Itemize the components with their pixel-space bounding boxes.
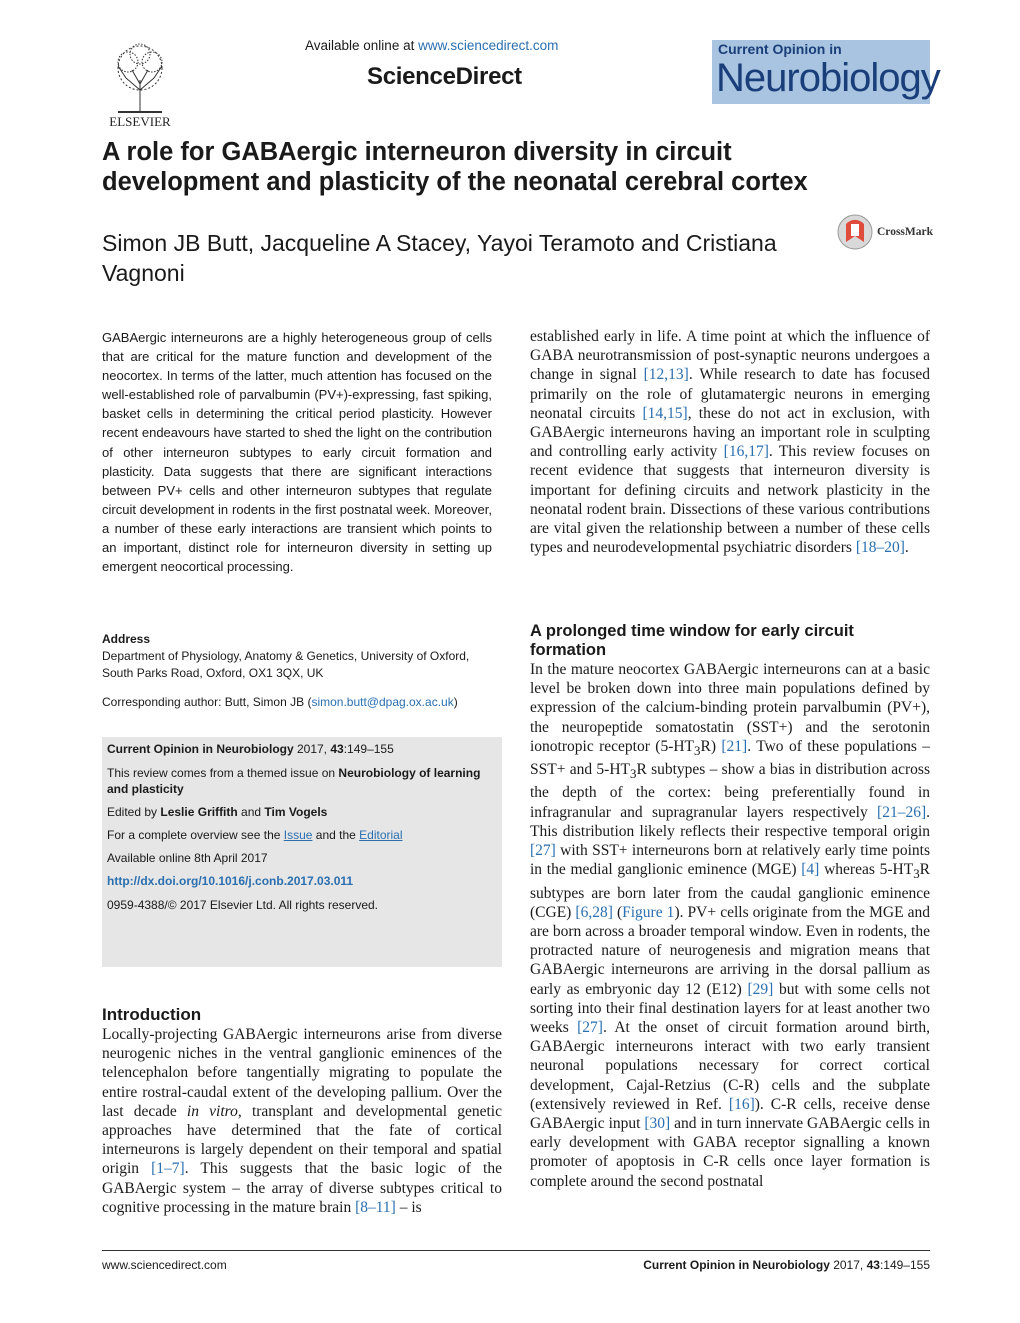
corresponding-author: Corresponding author: Butt, Simon JB (simon.butt@dpag.ox.ac.uk) (102, 695, 458, 709)
article-title: A role for GABAergic interneuron diversity in circuit development and plasticity of the neonatal cerebral cortex (102, 138, 808, 196)
ref-link[interactable]: [27] (577, 1018, 603, 1036)
citation-line: Current Opinion in Neurobiology 2017, 43:149–155 (107, 742, 394, 756)
copyright-line: 0959-4388/© 2017 Elsevier Ltd. All rights reserved. (107, 898, 378, 912)
ref-link[interactable]: [30] (644, 1114, 671, 1132)
sciencedirect-link[interactable]: www.sciencedirect.com (418, 38, 559, 53)
ref-link[interactable]: [14,15] (642, 404, 688, 422)
crossmark-label: CrossMark (877, 226, 934, 238)
journal-logo-main: Neurobiology (716, 56, 940, 100)
crossmark-badge[interactable] (836, 212, 936, 252)
ref-link[interactable]: [27] (530, 842, 556, 860)
figure-link[interactable]: Figure 1 (622, 903, 675, 921)
article-authors: Simon JB Butt, Jacqueline A Stacey, Yayoi Teramoto and Cristiana Vagnoni (102, 230, 777, 286)
address-heading: Address (102, 632, 151, 646)
intro-paragraph: Locally-projecting GABAergic interneurons arise from diverse neurogenic niches in the ventral ganglionic eminences of the telencephalon before tangentially migrating to populate the entire rostral-caudal extent of the developing pallium. Over the last decade in vitro, transplant and developmental genetic approaches have determined that the fate of cortical interneurons is largely dependent on their temporal and spatial origin [1–7]. This suggests that the basic logic of the GABAergic system – the array of diverse subtypes critical to cognitive processing in the mature brain [8–11] – is (102, 1026, 502, 1216)
available-online: Available online at www.sciencedirect.com (305, 38, 559, 53)
doi-link[interactable]: http://dx.doi.org/10.1016/j.conb.2017.03.011 (107, 874, 354, 888)
section-paragraph: In the mature neocortex GABAergic interneurons can at a basic level be broken down into three main populations defined by expression of the calcium-binding protein parvalbumin (PV+), the neuropeptide somatostatin (SST+) and the serotonin ionotropic receptor $(5-HT_3R)$ [21]. Two of these populations – SST+ and $5-HT_3R$ subtypes – show a bias in distribution across the depth of the cortex: being preferentially found in infragranular and supragranular layers respectively [21–26]. This distribution likely reflects their respective temporal origin [27] with SST+ interneurons born at relatively early time points in the medial ganglionic eminence (MGE) [4] whereas $5-HT_3R$ subtypes are born later from the caudal ganglionic eminence (CGE) [6,28] (Figure 1). PV+ cells originate from the MGE and are born across a broader temporal window. Even in rodents, the protracted nature of neurogenesis and migration means that GABAergic interneurons are arriving in the dorsal pallium as early as embryonic day 12 (E12) [29] but with some cells not sorting into their final destination layers for at least another two weeks [27]. At the onset of circuit formation around birth, GABAergic interneurons interact with two early transient neuronal populations necessary for correct cortical development, Cajal-Retzius (C-R) cells and the subplate (extensively reviewed in Ref. [16]). C-R cells, receive dense GABAergic input [30] and in turn innervate GABAergic cells in early development with GABA receptor signalling a known promoter of apoptosis in C-R cells once layer formation is complete around the second postnatal (530, 661, 931, 1190)
footer-website[interactable]: www.sciencedirect.com (102, 1258, 227, 1272)
ref-link[interactable]: [21–26] (877, 803, 927, 821)
ref-link[interactable]: [16] (728, 1095, 755, 1113)
theme-line: This review comes from a themed issue on Neurobiology of learning and plasticity (107, 766, 481, 796)
footer-citation: Current Opinion in Neurobiology 2017, 43:149–155 (643, 1258, 930, 1272)
sciencedirect-wordmark: ScienceDirect (367, 63, 522, 90)
ref-link[interactable]: [21] (721, 737, 748, 755)
ref-link[interactable]: [12,13] (643, 366, 689, 384)
journal-logo (712, 40, 940, 104)
footer-divider (102, 1250, 930, 1251)
address-text: Department of Physiology, Anatomy & Genetics, University of Oxford, South Parks Road, Oxford, OX1 3QX, UK (102, 649, 470, 680)
elsevier-logo (98, 40, 182, 130)
ref-link[interactable]: [16,17] (723, 443, 769, 461)
article-info-box (102, 737, 502, 967)
ref-link[interactable]: [4] (801, 861, 820, 879)
editorial-link[interactable]: Editorial (359, 828, 403, 842)
abstract: GABAergic interneurons are a highly heterogeneous group of cells that are critical for the mature function and development of the neocortex. In terms of the latter, much attention has focused on the well-established role of parvalbumin (PV+)-expressing, fast spiking, basket cells in determining the critical period plasticity. However recent endeavours have started to shed the light on the contribution of other interneuron subtypes to early circuit formation and plasticity. Data suggests that there are significant interactions between PV+ cells and other interneuron subtypes that regulate circuit development in rodents in the first postnatal week. Moreover, a number of these early interactions are transient which points to an important, distinct role for interneuron diversity in setting up emergent neocortical processing. (102, 330, 492, 575)
journal-logo-top: Current Opinion in (718, 41, 842, 57)
ref-link[interactable]: [18–20] (855, 539, 905, 557)
issue-link[interactable]: Issue (283, 828, 313, 842)
intro-heading: Introduction (102, 1005, 202, 1024)
overview-line: For a complete overview see the Issue and the Editorial (107, 828, 403, 842)
right-column-paragraph: established early in life. A time point at which the influence of GABA neurotransmission of post-synaptic neurons undergoes a change in signal [12,13]. While research to date has focused primarily on the role of glutamatergic neurons in emerging neonatal circuits [14,15], these do not act in exclusion, with GABAergic interneurons having an important role in sculpting and controlling early activity [16,17]. This review focuses on recent evidence that suggests that interneuron diversity is important for defining circuits and network plasticity in the neonatal rodent brain. Dissections of these various contributions are vital given the relationship between a number of these cells types and neurodevelopmental psychiatric disorders [18–20]. (530, 328, 930, 557)
ref-link[interactable]: [6,28] (575, 903, 613, 921)
elsevier-wordmark: ELSEVIER (109, 114, 171, 129)
section-heading: A prolonged time window for early circuit formation (530, 622, 854, 659)
available-date: Available online 8th April 2017 (107, 851, 268, 865)
editors-line: Edited by Leslie Griffith and Tim Vogels (107, 805, 328, 819)
ref-link[interactable]: [8–11] (355, 1198, 396, 1216)
ref-link[interactable]: [1–7] (151, 1160, 185, 1178)
author-email-link[interactable]: simon.butt@dpag.ox.ac.uk (311, 695, 454, 709)
ref-link[interactable]: [29] (747, 980, 774, 998)
crossmark-icon (836, 212, 874, 252)
